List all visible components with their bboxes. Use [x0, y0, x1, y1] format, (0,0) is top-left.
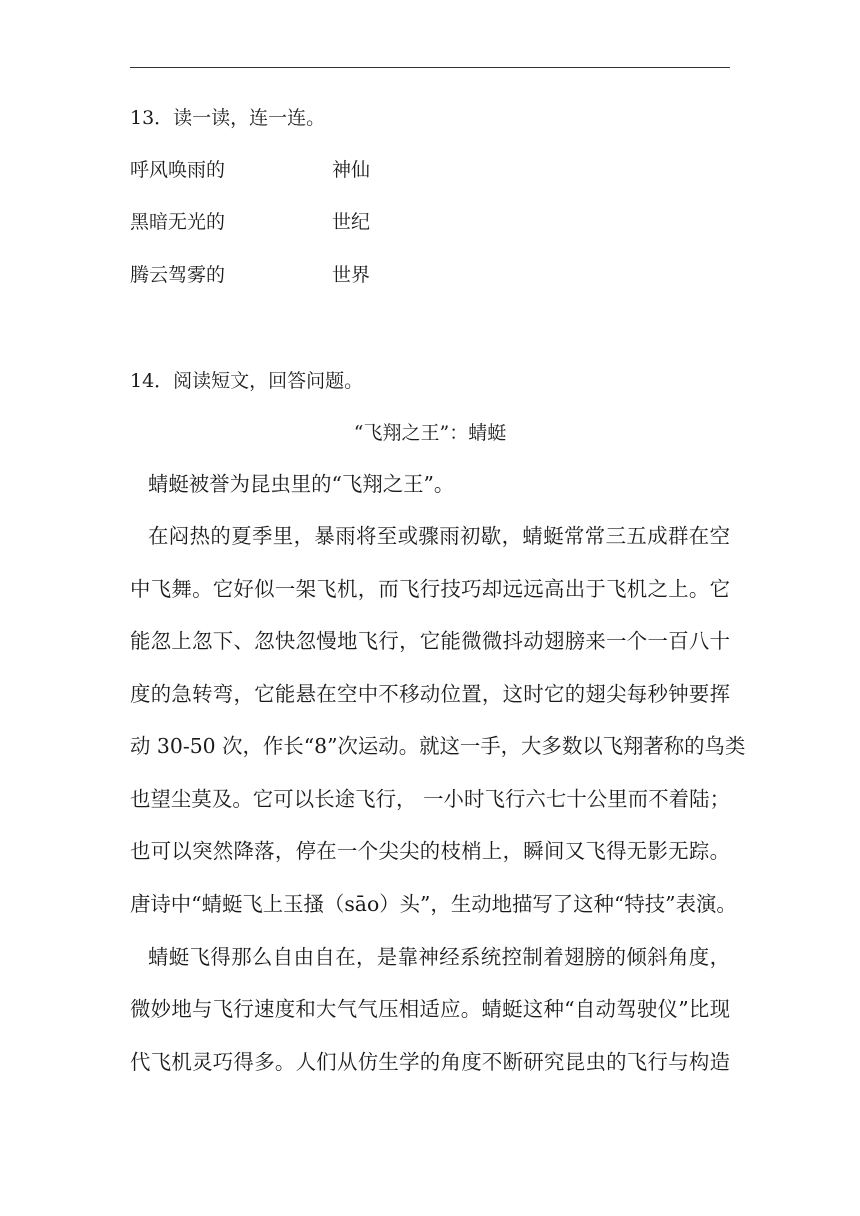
passage-line: 度的急转弯，它能悬在空中不移动位置，这时它的翅尖每秒钟要挥 [130, 682, 730, 706]
passage-title: “飞翔之王”：蜻蜓 [353, 422, 507, 444]
passage-line: 中飞舞。它好似一架飞机，而飞行技巧却远远高出于飞机之上。它 [130, 577, 730, 601]
header-rule [130, 67, 730, 68]
match-right-item-3: 世界 [332, 264, 371, 286]
passage-line: 蜻蜓飞得那么自由自在，是靠神经系统控制着翅膀的倾斜角度， [148, 945, 730, 969]
match-left-item-3: 腾云驾雾的 [130, 264, 226, 286]
passage-line: 也望尘莫及。它可以长途飞行， 一小时飞行六七十公里而不着陆； [130, 787, 730, 811]
passage-line: 代飞机灵巧得多。人们从仿生学的角度不断研究昆虫的飞行与构造 [130, 1050, 730, 1074]
match-left-item-1: 呼风唤雨的 [130, 159, 226, 181]
match-right-item-2: 世纪 [332, 211, 371, 233]
passage-line: 能忽上忽下、忽快忽慢地飞行，它能微微抖动翅膀来一个一百八十 [130, 629, 730, 653]
passage-line: 微妙地与飞行速度和大气气压相适应。蜻蜓这种“自动驾驶仪”比现 [130, 997, 730, 1021]
passage-line: 也可以突然降落，停在一个尖尖的枝梢上，瞬间又飞得无影无踪。 [130, 839, 730, 863]
match-right-item-1: 神仙 [332, 159, 371, 181]
passage-line: 蜻蜓被誉为昆虫里的“飞翔之王”。 [148, 472, 455, 496]
question-13-title: 13．读一读，连一连。 [130, 107, 326, 129]
passage-line: 动 30-50 次，作长“8”次运动。就这一手，大多数以飞翔著称的鸟类 [130, 734, 746, 758]
passage-line: 在闷热的夏季里，暴雨将至或骤雨初歇，蜻蜓常常三五成群在空 [148, 524, 730, 548]
match-left-item-2: 黑暗无光的 [130, 211, 226, 233]
passage-line: 唐诗中“蜻蜓飞上玉搔（sāo）头”，生动地描写了这种“特技”表演。 [130, 892, 737, 916]
question-14-title: 14．阅读短文，回答问题。 [130, 370, 364, 392]
